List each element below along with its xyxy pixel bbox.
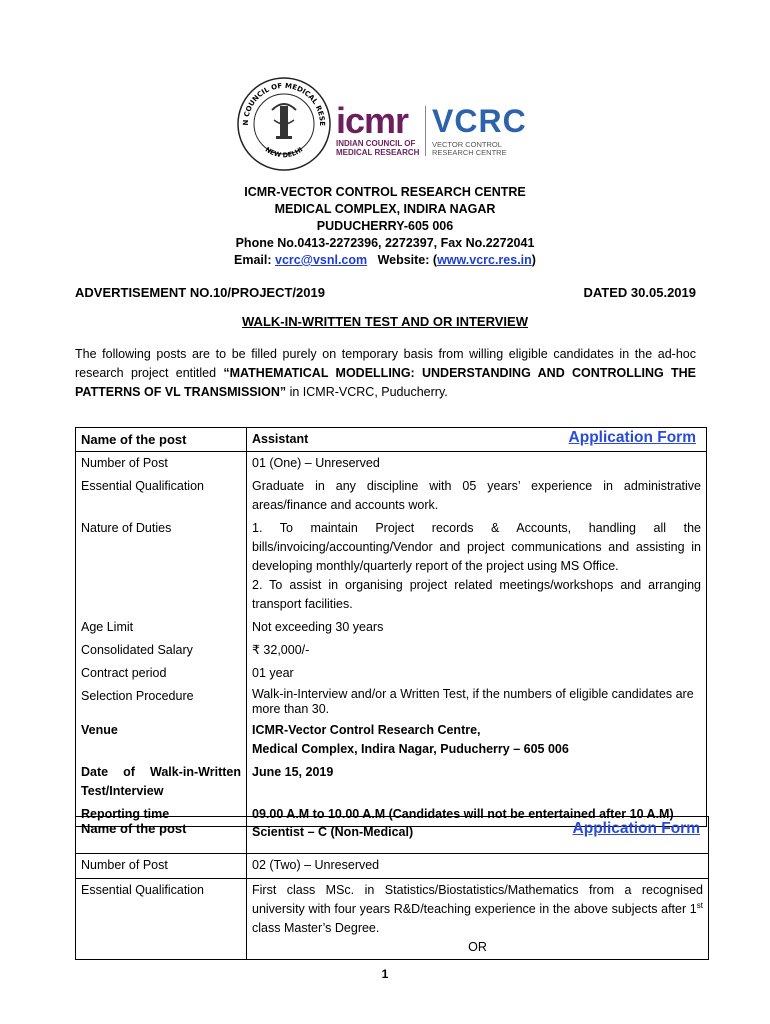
header-line-2: MEDICAL COMPLEX, INDIRA NAGAR	[274, 202, 496, 216]
row-value: Not exceeding 30 years	[247, 616, 707, 639]
row-value: June 15, 2019	[247, 761, 707, 803]
row-label: Contract period	[76, 662, 247, 685]
post-name: Assistant	[252, 432, 309, 446]
vcrc-subtitle-2: RESEARCH CENTRE	[432, 148, 507, 157]
qualification-sup: st	[696, 900, 703, 910]
row-value: ₹ 32,000/-	[247, 639, 707, 662]
email-link[interactable]: vcrc@vsnl.com	[275, 253, 368, 267]
row-label: Venue	[76, 719, 247, 761]
vcrc-subtitle	[432, 141, 507, 157]
row-value: 02 (Two) – Unreserved	[247, 854, 709, 879]
table-row	[76, 517, 707, 616]
intro-text: The following posts are to be filled purely on temporary basis from willing eligible candidates in the ad-hoc research project entitled	[75, 347, 696, 380]
row-label: Age Limit	[76, 616, 247, 639]
table-row	[76, 854, 709, 879]
intro-text-end: in ICMR-VCRC, Puducherry.	[286, 385, 448, 399]
icmr-seal-logo	[236, 76, 332, 172]
qualification-cell	[247, 879, 709, 960]
vcrc-wordmark: VCRC	[432, 103, 527, 139]
svg-text:NEW DELHI	[264, 146, 305, 160]
institute-header	[0, 184, 770, 269]
email-label: Email:	[234, 253, 276, 267]
icmr-subtitle-1: INDIAN COUNCIL OF	[336, 139, 416, 148]
table-row	[76, 616, 707, 639]
row-label: Date of Walk-in-Written Test/Interview	[76, 761, 247, 803]
venue-cell	[247, 719, 707, 761]
header-line-1: ICMR-VECTOR CONTROL RESEARCH CENTRE	[244, 185, 526, 199]
row-label: Selection Procedure	[76, 685, 247, 719]
row-label: Reporting time	[76, 803, 247, 827]
header-phone: Phone No.0413-2272396, 2272397, Fax No.2272041	[235, 236, 535, 250]
seal-bottom-text: NEW DELHI	[263, 145, 305, 160]
row-label: Essential Qualification	[76, 879, 247, 960]
post-name-cell	[247, 428, 707, 452]
table-row	[76, 452, 707, 476]
post-name-cell	[247, 817, 709, 854]
post-name-label: Name of the post	[76, 428, 247, 452]
table-row	[76, 475, 707, 517]
table-row	[76, 685, 707, 719]
qualification-text-end: class Master’s Degree.	[252, 921, 380, 935]
logo-divider	[425, 106, 426, 156]
qualification-text: First class MSc. in Statistics/Biostatistics/Mathematics from a recognised university with four years R&D/teaching experience in the above subjects after 1	[252, 883, 703, 916]
duty-item: 1. To maintain Project records & Accounts, handling all the bills/invoicing/accounting/Vendor and project communications and assisting in developing monthly/quarterly report of the project using MS Office.	[252, 521, 701, 573]
advertisement-date: DATED 30.05.2019	[583, 285, 696, 300]
row-value: 01 year	[247, 662, 707, 685]
venue-line-1: ICMR-Vector Control Research Centre,	[252, 723, 481, 737]
row-value: Walk-in-Interview and/or a Written Test, if the numbers of eligible candidates are more than 30.	[247, 685, 707, 719]
row-label: Number of Post	[76, 854, 247, 879]
seal-ring-text: N COUNCIL OF MEDICAL RESE	[241, 81, 327, 127]
row-value: 01 (One) – Unreserved	[247, 452, 707, 476]
row-label: Nature of Duties	[76, 517, 247, 616]
post-assistant-table	[75, 427, 707, 827]
header-contact	[0, 252, 770, 269]
website-label: Website: (	[377, 253, 438, 267]
application-form-link[interactable]: Application Form	[568, 429, 696, 446]
post-scientist-table	[75, 816, 709, 960]
website-close: )	[531, 253, 536, 267]
or-separator: OR	[468, 940, 487, 954]
table-row	[76, 879, 709, 960]
table-row	[76, 761, 707, 803]
table-row	[76, 639, 707, 662]
row-label: Consolidated Salary	[76, 639, 247, 662]
table-row	[76, 662, 707, 685]
row-value: 09.00 A.M to 10.00 A.M (Candidates will not be entertained after 10 A.M)	[247, 803, 707, 827]
intro-paragraph	[75, 345, 696, 402]
page-number: 1	[381, 967, 389, 981]
duty-item: 2. To assist in organising project related meetings/workshops and arranging transport facilities.	[252, 578, 701, 611]
row-label: Essential Qualification	[76, 475, 247, 517]
venue-line-2: Medical Complex, Indira Nagar, Puducherry – 605 006	[252, 742, 569, 756]
header-line-3: PUDUCHERRY-605 006	[316, 219, 454, 233]
advertisement-number: ADVERTISEMENT NO.10/PROJECT/2019	[75, 285, 325, 300]
table-row	[76, 719, 707, 761]
application-form-link[interactable]: Application Form	[572, 820, 700, 837]
table-row	[76, 428, 707, 452]
row-value: Graduate in any discipline with 05 years’ experience in administrative areas/finance and accounts work.	[247, 475, 707, 517]
post-name-label: Name of the post	[76, 817, 247, 854]
icmr-subtitle-2: MEDICAL RESEARCH	[336, 148, 420, 157]
duties-cell	[247, 517, 707, 616]
icmr-wordmark: icmr	[336, 100, 409, 141]
post-name: Scientist – C (Non-Medical)	[252, 825, 414, 839]
walkin-title: WALK-IN-WRITTEN TEST AND OR INTERVIEW	[242, 314, 528, 329]
row-label: Number of Post	[76, 452, 247, 476]
icmr-logo	[336, 100, 420, 157]
vcrc-subtitle-1: VECTOR CONTROL	[432, 140, 502, 149]
project-title: “MATHEMATICAL MODELLING: UNDERSTANDING AND CONTROLLING THE PATTERNS OF VL TRANSMISSION”	[75, 366, 696, 399]
table-row	[76, 817, 709, 854]
website-link[interactable]: www.vcrc.res.in	[437, 253, 532, 267]
